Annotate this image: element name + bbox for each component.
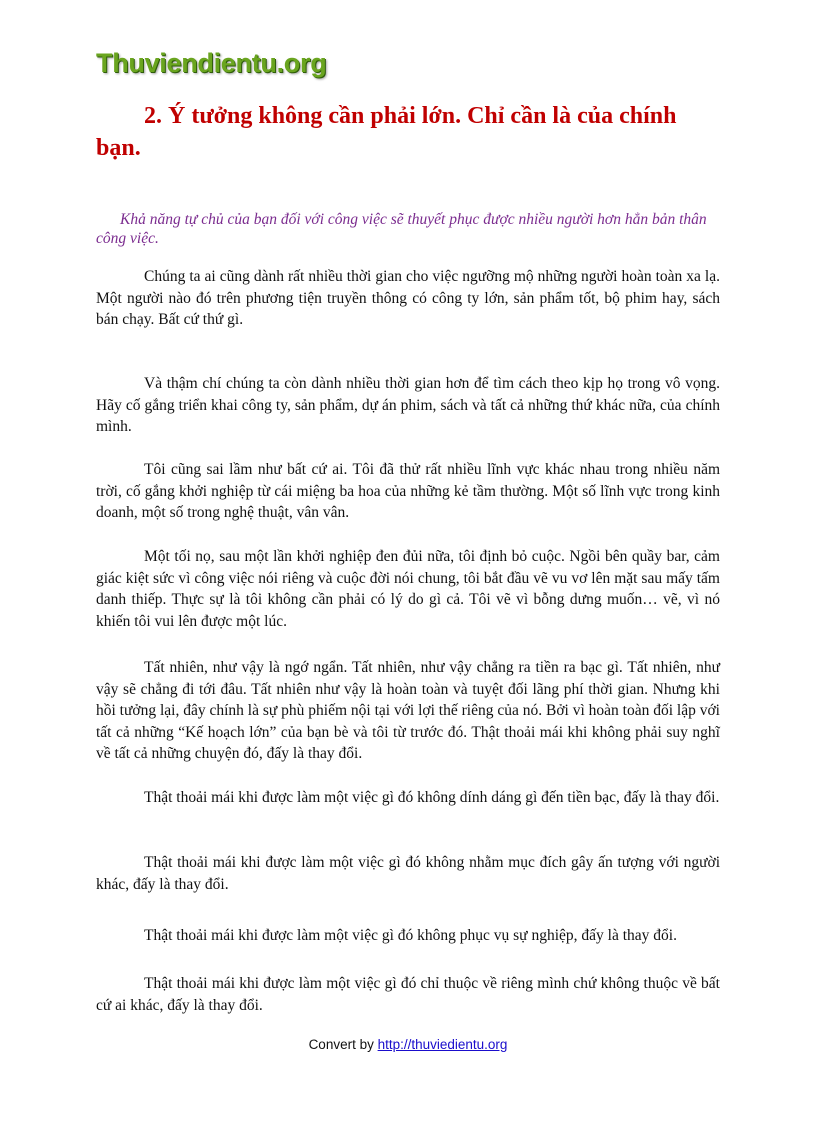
article-title: 2. Ý tưởng không cần phải lớn. Chỉ cần là của chính bạn. [96,103,677,161]
paragraph-3: Tôi cũng sai lầm như bất cứ ai. Tôi đã thử rất nhiều lĩnh vực khác nhau trong nhiều năm trời, cố gắng khởi nghiệp từ cái miệng ba hoa của những kẻ tầm thường. Một số lĩnh vực trong kinh doanh, một số trong nghệ thuật, vân vân. [96,461,720,521]
site-logo: Thuviendientu.org [96,48,327,78]
paragraph-9: Thật thoải mái khi được làm một việc gì đó chỉ thuộc về riêng mình chứ không thuộc về bất cứ ai khác, đấy là thay đổi. [96,975,720,1014]
paragraph-4: Một tối nọ, sau một lần khởi nghiệp đen đủi nữa, tôi định bỏ cuộc. Ngồi bên quầy bar, cảm giác kiệt sức vì công việc nói riêng và cuộc đời nói chung, tôi bắt đầu vẽ vu vơ lên mặt sau mấy tấm danh thiếp. Thực sự là tôi không cần phải có lý do gì cả. Tôi vẽ vì bỗng dưng muốn… vẽ, vì nó khiến tôi vui lên được một lúc. [96,548,720,630]
paragraph-1: Chúng ta ai cũng dành rất nhiều thời gian cho việc ngưỡng mộ những người hoàn toàn xa lạ. Một người nào đó trên phương tiện truyền thông có công ty lớn, sản phẩm tốt, bộ phim hay, sách bán chạy. Bất cứ thứ gì. [96,268,720,328]
page-footer [0,1037,816,1052]
footer-prefix: Convert by [308,1037,378,1052]
article-intro: Khả năng tự chủ của bạn đối với công việc sẽ thuyết phục được nhiều người hơn hẳn bản thân công việc. [96,211,707,247]
paragraph-2: Và thậm chí chúng ta còn dành nhiều thời gian hơn để tìm cách theo kịp họ trong vô vọng. Hãy cố gắng triển khai công ty, sản phẩm, dự án phim, sách và tất cả những thứ khác nữa, của chính mình. [96,375,720,435]
paragraph-5: Tất nhiên, như vậy là ngớ ngẩn. Tất nhiên, như vậy chẳng ra tiền ra bạc gì. Tất nhiên, như vậy sẽ chẳng đi tới đâu. Tất nhiên như vậy là hoàn toàn và tuyệt đối lãng phí thời gian. Nhưng khi hồi tưởng lại, đây chính là sự phù phiếm nội tại với lợi thế riêng của nó. Bởi vì hoàn toàn đối lập với tất cả những “Kế hoạch lớn” của bạn bè và tôi từ trước đó. Thật thoải mái khi không phải suy nghĩ về tất cả những chuyện đó, đấy là thay đổi. [96,659,720,762]
paragraph-8: Thật thoải mái khi được làm một việc gì đó không phục vụ sự nghiệp, đấy là thay đổi. [144,927,677,944]
footer-link[interactable]: http://thuviedientu.org [377,1037,508,1052]
paragraph-7: Thật thoải mái khi được làm một việc gì đó không nhằm mục đích gây ấn tượng với người khác, đấy là thay đổi. [96,854,720,893]
paragraph-6: Thật thoải mái khi được làm một việc gì đó không dính dáng gì đến tiền bạc, đấy là thay đổi. [144,789,720,806]
